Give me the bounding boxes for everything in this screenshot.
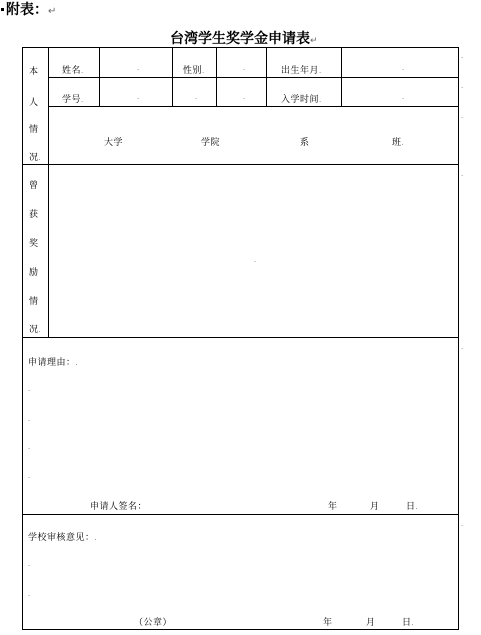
class-label: 班.	[392, 138, 405, 148]
row-end-mark: .	[461, 52, 464, 60]
side-char: 励	[29, 268, 39, 278]
row-divider	[48, 106, 458, 107]
row-divider	[22, 164, 458, 165]
department-label: 系	[300, 138, 310, 148]
row-end-mark: .	[461, 520, 464, 528]
side-char: 奖	[29, 239, 39, 249]
col-divider	[341, 47, 342, 106]
bullet-marker	[1, 8, 4, 11]
reason-label: 申请理由：.	[28, 358, 79, 368]
row-divider	[48, 77, 458, 78]
side-char: 情	[29, 297, 39, 307]
col-divider	[216, 47, 217, 106]
form-title: 台湾学生奖学金申请表↵	[170, 31, 318, 47]
row-end-mark: .	[461, 343, 464, 351]
opinion-line[interactable]: .	[28, 590, 31, 598]
row-end-mark: .	[461, 82, 464, 90]
enroll-label: 入学时间.	[281, 95, 322, 105]
awards-field[interactable]: .	[254, 256, 257, 264]
row-end-mark: .	[461, 170, 464, 178]
birth-label: 出生年月.	[281, 66, 322, 76]
table-border	[458, 47, 459, 630]
col-divider	[99, 47, 100, 106]
reason-line[interactable]: .	[28, 385, 31, 393]
side-char: 曾	[29, 181, 39, 191]
table-border	[22, 629, 458, 630]
enroll-field[interactable]: .	[402, 93, 405, 101]
blank-field[interactable]: .	[195, 93, 198, 101]
seal-year: 年	[323, 618, 333, 628]
reason-line[interactable]: .	[28, 472, 31, 480]
row-divider	[22, 514, 458, 515]
sign-day: 日.	[406, 502, 419, 512]
signature-label: 申请人签名：	[90, 502, 148, 512]
side-char: 情	[29, 125, 39, 135]
birth-field[interactable]: .	[402, 64, 405, 72]
side-char: 本	[29, 67, 39, 77]
seal-label: （公章）	[134, 618, 173, 628]
table-border	[22, 47, 23, 630]
seal-month: 月	[366, 618, 376, 628]
student-id-label: 学号.	[62, 95, 84, 105]
sign-year: 年	[328, 502, 338, 512]
university-label: 大学	[104, 138, 124, 148]
reason-line[interactable]: .	[28, 415, 31, 423]
opinion-line[interactable]: .	[28, 560, 31, 568]
side-char: 况.	[29, 325, 42, 335]
name-label: 姓名.	[62, 66, 84, 76]
gender-field[interactable]: .	[243, 64, 246, 72]
col-divider	[266, 47, 267, 106]
seal-day: 日.	[402, 618, 415, 628]
gender-label: 性别.	[183, 66, 205, 76]
name-field[interactable]: .	[137, 64, 140, 72]
student-id-field[interactable]: .	[137, 93, 140, 101]
blank-field[interactable]: .	[243, 93, 246, 101]
row-divider	[22, 337, 458, 338]
reason-line[interactable]: .	[28, 443, 31, 451]
attachment-label: 附表：↵	[6, 2, 57, 18]
col-divider	[48, 47, 49, 337]
col-divider	[172, 47, 173, 106]
side-char: 况.	[29, 153, 42, 163]
school-opinion-label: 学校审核意见：.	[28, 533, 98, 543]
row-end-mark: .	[461, 112, 464, 120]
side-char: 获	[29, 210, 39, 220]
table-border	[22, 47, 458, 48]
sign-month: 月	[370, 502, 380, 512]
college-label: 学院	[201, 138, 221, 148]
side-char: 人	[29, 98, 39, 108]
